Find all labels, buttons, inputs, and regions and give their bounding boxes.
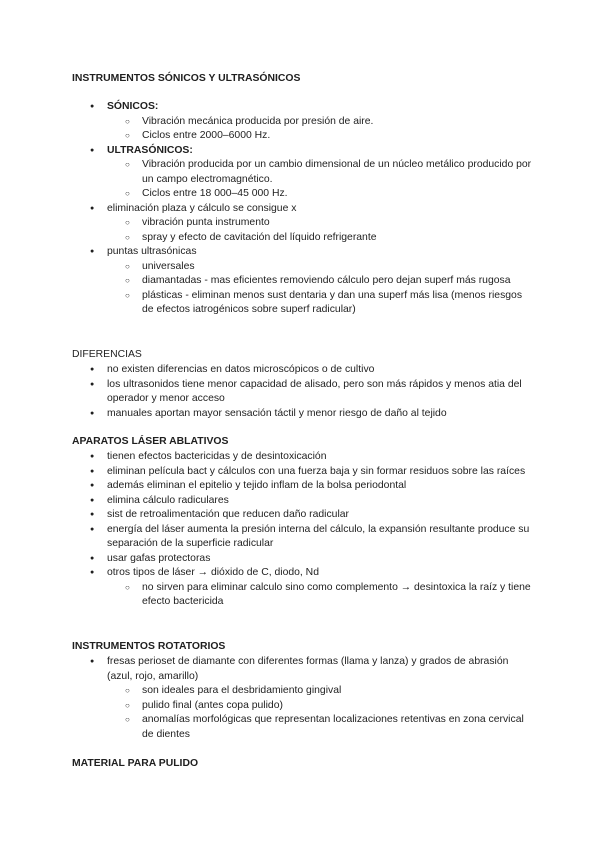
list-item: ● tienen efectos bactericidas y de desintoxicación — [72, 450, 532, 465]
list-item: ● usar gafas protectoras — [72, 552, 532, 567]
list-diferencias — [72, 363, 532, 421]
list-subitem: ○ son ideales para el desbridamiento gingival — [107, 684, 532, 699]
list-item: ● además eliminan el epitelio y tejido inflam de la bolsa periodontal — [72, 479, 532, 494]
list-item: ● ULTRASÓNICOS: ○ Vibración producida por un cambio dimensional de un núcleo metálico producido por un campo electromagnético. ○ Ciclos entre 18 000–45 000 Hz. — [72, 144, 532, 202]
heading-rotatorios: INSTRUMENTOS ROTATORIOS — [72, 641, 226, 652]
list-sonicos — [72, 100, 532, 318]
list-subitem: ○ anomalías morfológicas que representan localizaciones retentivas en zona cervical de dientes — [107, 713, 532, 742]
list-item: ● puntas ultrasónicas ○ universales ○ diamantadas - mas eficientes removiendo cálculo pero dejan superf más rugosa ○ plásticas - eliminan menos sust dentaria y dan una superf más lisa (menos riesgos de efectos iatrogénicos sobre superf radicular) — [72, 245, 532, 318]
heading-laser: APARATOS LÁSER ABLATIVOS — [72, 436, 229, 447]
list-subitem: ○ Vibración mecánica producida por presión de aire. — [107, 115, 532, 130]
heading-diferencias: DIFERENCIAS — [72, 349, 142, 360]
list-subitem: ○ plásticas - eliminan menos sust dentaria y dan una superf más lisa (menos riesgos de efectos iatrogénicos sobre superf radicular) — [107, 289, 532, 318]
list-item: ● elimina cálculo radiculares — [72, 494, 532, 509]
list-subitem: ○ vibración punta instrumento — [107, 216, 532, 231]
list-item: ● sist de retroalimentación que reducen daño radicular — [72, 508, 532, 523]
list-subitem: ○ Ciclos entre 2000–6000 Hz. — [107, 129, 532, 144]
list-laser — [72, 450, 532, 610]
list-item: ● fresas perioset de diamante con diferentes formas (llama y lanza) y grados de abrasión (azul, rojo, amarillo) ○ son ideales para el desbridamiento gingival ○ pulido final (antes copa pulido) ○ anomalías morfológicas que representan localizaciones retentivas en zona cervical de dientes — [72, 655, 532, 742]
list-subitem: ○ spray y efecto de cavitación del líquido refrigerante — [107, 231, 532, 246]
list-subitem: ○ universales — [107, 260, 532, 275]
list-subitem: ○ pulido final (antes copa pulido) — [107, 699, 532, 714]
list-item: ● los ultrasonidos tiene menor capacidad de alisado, pero son más rápidos y menos atia del operador y menor acceso — [72, 378, 532, 407]
list-item: ● no existen diferencias en datos microscópicos o de cultivo — [72, 363, 532, 378]
list-item: ● eliminación plaza y cálculo se consigue x ○ vibración punta instrumento ○ spray y efecto de cavitación del líquido refrigerante — [72, 202, 532, 246]
list-subitem: ○ diamantadas - mas eficientes removiendo cálculo pero dejan superf más rugosa — [107, 274, 532, 289]
list-rotatorios — [72, 655, 532, 742]
list-item: ● eliminan película bact y cálculos con una fuerza baja y sin formar residuos sobre las raíces — [72, 465, 532, 480]
list-item: ● energía del láser aumenta la presión interna del cálculo, la expansión resultante produce su separación de la superficie radicular — [72, 523, 532, 552]
list-item: ● manuales aportan mayor sensación táctil y menor riesgo de daño al tejido — [72, 407, 532, 422]
list-item: ● otros tipos de láser → dióxido de C, diodo, Nd ○ no sirven para eliminar calculo sino como complemento → desintoxica la raíz y tiene efecto bactericida — [72, 566, 532, 610]
heading-material-pulido: MATERIAL PARA PULIDO — [72, 758, 199, 769]
list-item: ● SÓNICOS: ○ Vibración mecánica producida por presión de aire. ○ Ciclos entre 2000–6000 Hz. — [72, 100, 532, 144]
list-subitem: ○ Ciclos entre 18 000–45 000 Hz. — [107, 187, 532, 202]
list-subitem: ○ no sirven para eliminar calculo sino como complemento → desintoxica la raíz y tiene efecto bactericida — [107, 581, 532, 610]
heading-sonicos-ultrasonicos: INSTRUMENTOS SÓNICOS Y ULTRASÓNICOS — [72, 73, 301, 84]
list-subitem: ○ Vibración producida por un cambio dimensional de un núcleo metálico producido por un campo electromagnético. — [107, 158, 532, 187]
